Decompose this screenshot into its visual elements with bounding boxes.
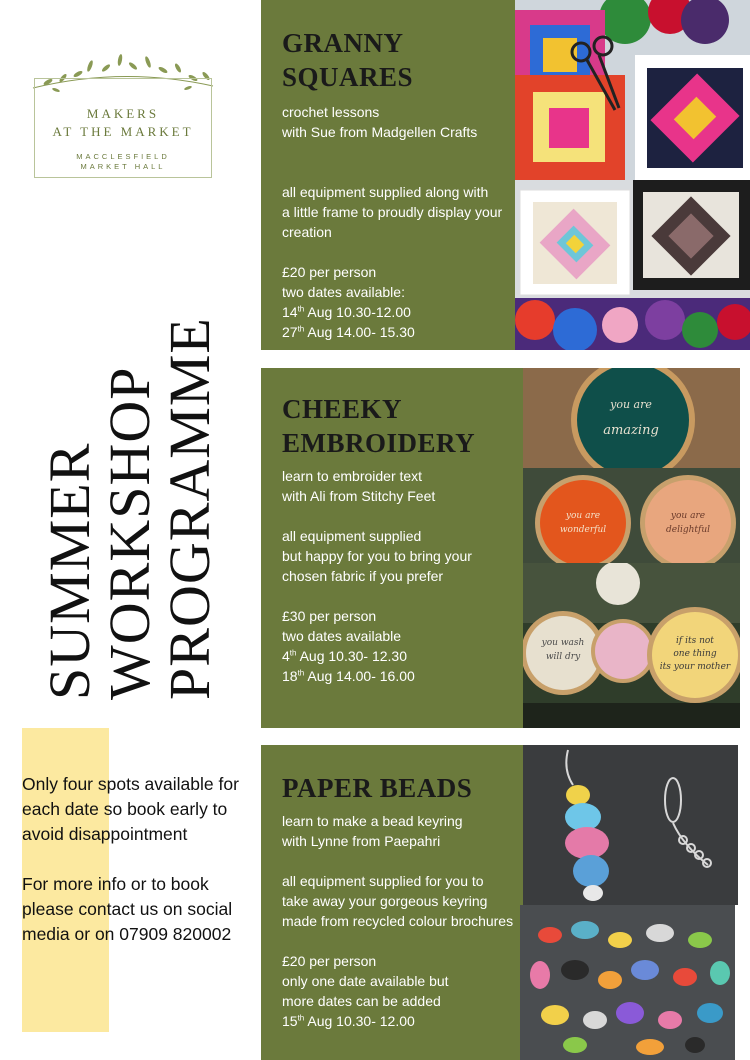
workshop-dates-label: only one date available but bbox=[282, 973, 449, 989]
workshop-price: £20 per person bbox=[282, 264, 377, 280]
hoop-text: you wash bbox=[541, 638, 585, 648]
workshop-price: £30 per person bbox=[282, 608, 377, 624]
workshop-description: chosen fabric if you prefer bbox=[282, 568, 444, 584]
workshop-panel-paper-beads bbox=[261, 745, 523, 1060]
workshop-date: 18th Aug 14.00- 16.00 bbox=[282, 668, 415, 684]
hoop-text: delightful bbox=[665, 525, 711, 535]
hoop-text: you are bbox=[565, 511, 601, 521]
workshop-date: 15th Aug 10.30- 12.00 bbox=[282, 1013, 415, 1029]
logo bbox=[28, 48, 218, 183]
booking-note bbox=[22, 772, 257, 972]
workshop-title: EMBROIDERY bbox=[282, 428, 476, 458]
workshop-price: £20 per person bbox=[282, 953, 377, 969]
hoop-text: you are bbox=[670, 511, 706, 521]
logo-subline-2: MARKET HALL bbox=[80, 162, 166, 171]
workshop-description: all equipment supplied for you to bbox=[282, 873, 484, 889]
workshop-intro: crochet lessons bbox=[282, 104, 380, 120]
hoop-text: wonderful bbox=[559, 525, 607, 535]
workshop-description: take away your gorgeous keyring bbox=[282, 893, 488, 909]
hoop-text: you are bbox=[610, 398, 652, 411]
workshop-intro: learn to embroider text bbox=[282, 468, 423, 484]
hoop-text: amazing bbox=[603, 423, 659, 438]
workshop-intro: with Sue from Madgellen Crafts bbox=[282, 124, 478, 140]
workshop-description: but happy for you to bring your bbox=[282, 548, 472, 564]
workshop-date: 27th Aug 14.00- 15.30 bbox=[282, 324, 415, 340]
workshop-intro: with Lynne from Paepahri bbox=[282, 833, 441, 849]
hoop-text: if its not bbox=[676, 636, 714, 646]
workshop-date: 14th Aug 10.30-12.00 bbox=[282, 304, 411, 320]
photo-granny-squares-2 bbox=[515, 180, 750, 350]
title-line-programme: PROGRAMME bbox=[157, 317, 222, 700]
workshop-description: creation bbox=[282, 224, 332, 240]
workshop-description: all equipment supplied along with bbox=[282, 184, 489, 200]
hoop-text: will dry bbox=[545, 652, 581, 662]
workshop-dates-label: two dates available bbox=[282, 628, 402, 644]
photo-embroidery-3 bbox=[523, 563, 740, 728]
workshop-panel-granny-squares bbox=[261, 0, 515, 350]
workshop-title: SQUARES bbox=[282, 62, 414, 92]
workshop-description: a little frame to proudly display your bbox=[282, 204, 503, 220]
photo-embroidery-2 bbox=[523, 468, 740, 563]
logo-subline-1: MACCLESFIELD bbox=[76, 152, 170, 161]
photo-bead-keyring bbox=[523, 745, 738, 905]
workshop-description: all equipment supplied bbox=[282, 528, 422, 544]
workshop-panel-cheeky-embroidery bbox=[261, 368, 523, 728]
workshop-title: CHEEKY bbox=[282, 394, 403, 424]
photo-embroidery-1 bbox=[523, 368, 740, 468]
workshop-intro: learn to make a bead keyring bbox=[282, 813, 463, 829]
photo-granny-squares-1 bbox=[515, 0, 750, 180]
workshop-dates-label: two dates available: bbox=[282, 284, 405, 300]
availability-text: Only four spots available for each date so book early to avoid disappointment bbox=[22, 774, 239, 844]
contact-text: For more info or to book please contact us on social media or on 07909 820002 bbox=[22, 874, 233, 944]
workshop-date: 4th Aug 10.30- 12.30 bbox=[282, 648, 408, 664]
logo-line-2: AT THE MARKET bbox=[52, 124, 194, 139]
workshop-intro: with Ali from Stitchy Feet bbox=[282, 488, 436, 504]
workshop-title: GRANNY bbox=[282, 28, 404, 58]
hoop-text: one thing bbox=[673, 649, 717, 659]
hoop-text: its your mother bbox=[659, 662, 731, 672]
logo-line-1: MAKERS bbox=[86, 106, 160, 121]
workshop-description: made from recycled colour brochures bbox=[282, 913, 514, 929]
page-title bbox=[37, 220, 230, 700]
photo-loose-beads bbox=[520, 905, 735, 1060]
title-line-summer: SUMMER bbox=[37, 442, 102, 700]
workshop-title: PAPER BEADS bbox=[282, 773, 473, 803]
workshop-dates-label: more dates can be added bbox=[282, 993, 441, 1009]
title-line-workshop: WORKSHOP bbox=[97, 366, 162, 700]
